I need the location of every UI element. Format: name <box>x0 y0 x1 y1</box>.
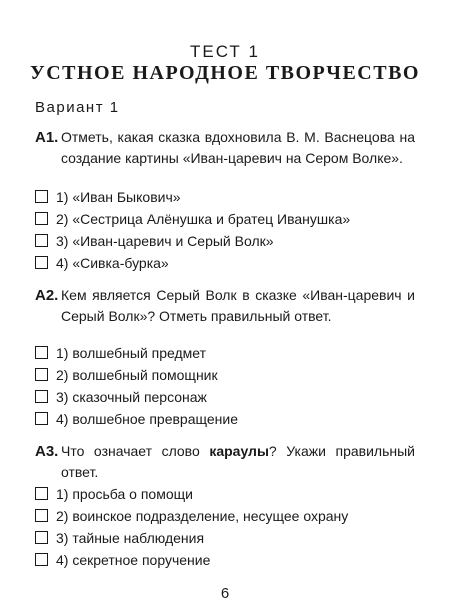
checkbox[interactable] <box>35 487 48 500</box>
question-text: Кем является Серый Волк в сказке «Иван-царевич и Серый Волк»? Отметь правильный ответ. <box>61 287 415 324</box>
checkbox[interactable] <box>35 368 48 381</box>
answer-option[interactable]: 4) секретное поручение <box>35 549 210 571</box>
checkbox[interactable] <box>35 346 48 359</box>
checkbox[interactable] <box>35 190 48 203</box>
checkbox[interactable] <box>35 412 48 425</box>
checkbox[interactable] <box>35 553 48 566</box>
answer-option[interactable]: 2) воинское подразделение, несущее охрану <box>35 505 348 527</box>
answer-option[interactable]: 2) волшебный помощник <box>35 364 218 386</box>
question-a2 <box>35 285 415 327</box>
checkbox[interactable] <box>35 256 48 269</box>
answer-option[interactable]: 3) тайные наблюдения <box>35 527 204 549</box>
question-number: А1. <box>35 129 59 146</box>
question-text: Отметь, какая сказка вдохновила В. М. Васнецова на создание картины «Иван-царевич на Сером Волке». <box>61 129 415 166</box>
answer-option[interactable]: 1) «Иван Быкович» <box>35 186 181 208</box>
checkbox[interactable] <box>35 234 48 247</box>
question-a1 <box>35 127 415 169</box>
page-number: 6 <box>220 585 230 602</box>
answer-option[interactable]: 3) «Иван-царевич и Серый Волк» <box>35 230 274 252</box>
checkbox[interactable] <box>35 509 48 522</box>
question-number: А2. <box>35 287 59 304</box>
question-text: Что означает слово караулы? Укажи правильный ответ. <box>61 443 415 480</box>
test-subtitle: УСТНОЕ НАРОДНОЕ ТВОРЧЕСТВО <box>30 62 420 84</box>
answer-option[interactable]: 1) просьба о помощи <box>35 483 193 505</box>
answer-option[interactable]: 2) «Сестрица Алёнушка и братец Иванушка» <box>35 208 350 230</box>
answer-option[interactable]: 4) волшебное превращение <box>35 408 238 430</box>
answer-option[interactable]: 3) сказочный персонаж <box>35 386 207 408</box>
question-number: А3. <box>35 443 59 460</box>
test-title: ТЕСТ 1 <box>190 42 260 61</box>
checkbox[interactable] <box>35 531 48 544</box>
answer-option[interactable]: 4) «Сивка-бурка» <box>35 252 169 274</box>
checkbox[interactable] <box>35 212 48 225</box>
answer-option[interactable]: 1) волшебный предмет <box>35 342 206 364</box>
checkbox[interactable] <box>35 390 48 403</box>
highlighted-word: караулы <box>209 443 269 459</box>
question-a3 <box>35 441 415 483</box>
variant-label: Вариант 1 <box>35 99 120 116</box>
